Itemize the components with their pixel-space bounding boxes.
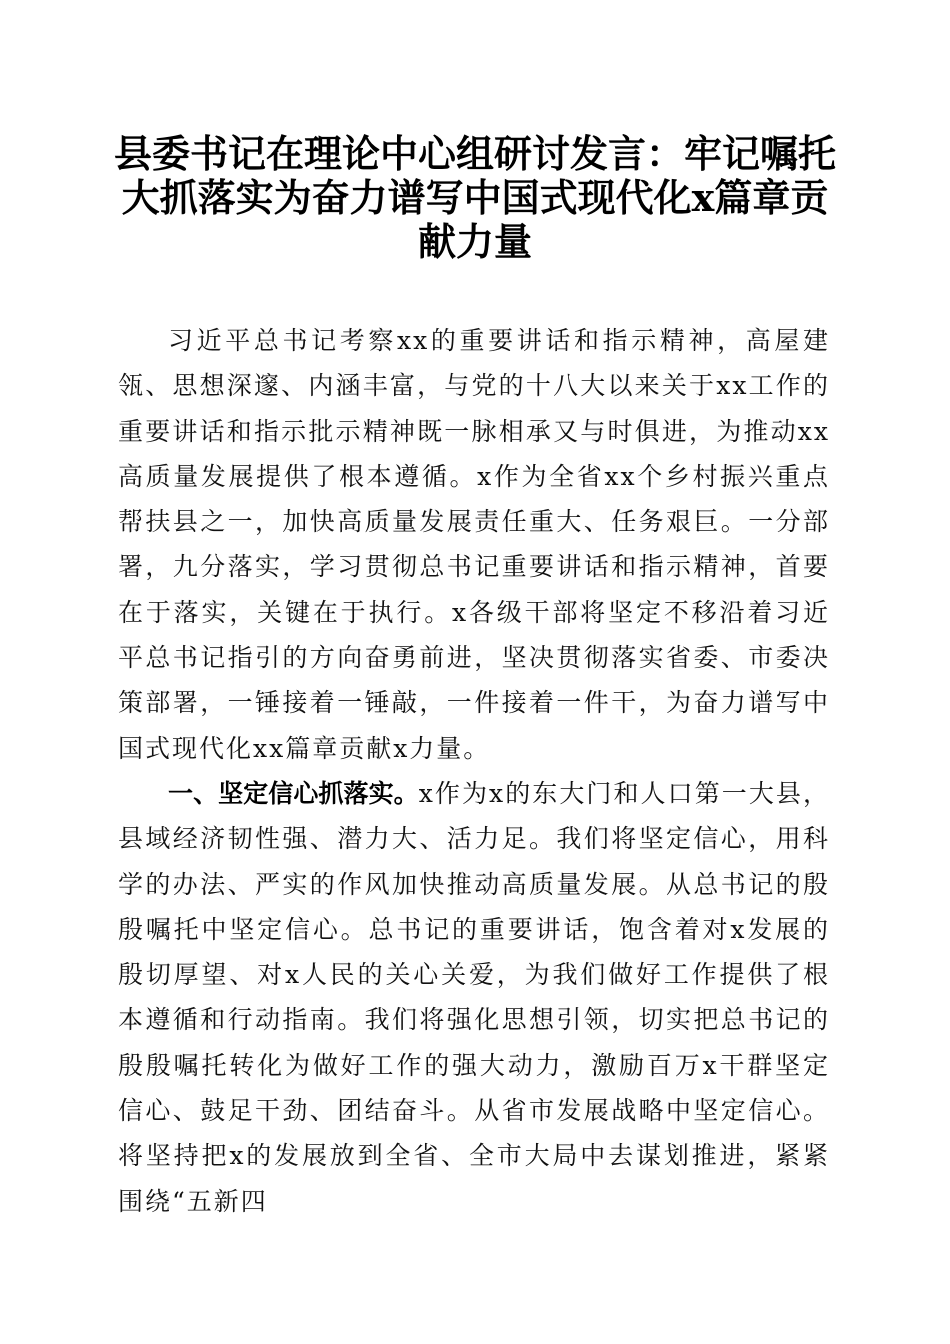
document-body bbox=[118, 318, 830, 1224]
document-title: 县委书记在理论中心组研讨发言：牢记嘱托大抓落实为奋力谱写中国式现代化x篇章贡献力量 bbox=[113, 131, 836, 264]
section-1-heading: 一、坚定信心抓落实。 bbox=[168, 778, 419, 808]
section-1-text: x作为x的东大门和人口第一大县，县域经济韧性强、潜力大、活力足。我们将坚定信心，用科学的办法、严实的作风加快推动高质量发展。从总书记的殷殷嘱托中坚定信心。总书记的重要讲话，饱含着对x发展的殷切厚望、对x人民的关心关爱，为我们做好工作提供了根本遵循和行动指南。我们将强化思想引领，切实把总书记的殷殷嘱托转化为做好工作的强大动力，激励百万x干群坚定信心、鼓足干劲、团结奋斗。从省市发展战略中坚定信心。将坚持把x的发展放到全省、全市大局中去谋划推进，紧紧围绕“五新四 bbox=[118, 778, 830, 1216]
section-1-paragraph bbox=[118, 771, 830, 1224]
intro-paragraph: 习近平总书记考察xx的重要讲话和指示精神，高屋建瓴、思想深邃、内涵丰富，与党的十八大以来关于xx工作的重要讲话和指示批示精神既一脉相承又与时俱进，为推动xx高质量发展提供了根本遵循。x作为全省xx个乡村振兴重点帮扶县之一，加快高质量发展责任重大、任务艰巨。一分部署，九分落实，学习贯彻总书记重要讲话和指示精神，首要在于落实，关键在于执行。x各级干部将坚定不移沿着习近平总书记指引的方向奋勇前进，坚决贯彻落实省委、市委决策部署，一锤接着一锤敲，一件接着一件干，为奋力谱写中国式现代化xx篇章贡献x力量。 bbox=[118, 326, 830, 763]
